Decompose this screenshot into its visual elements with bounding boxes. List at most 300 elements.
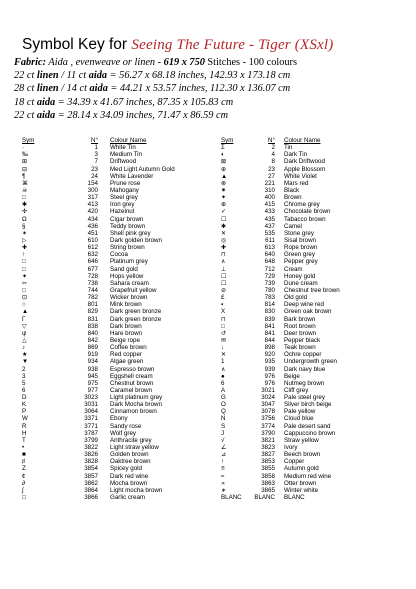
symbol-cell: 6 — [221, 379, 225, 387]
count-dims: = 34.39 x 41.67 inches, 87.35 x 105.83 cm — [55, 97, 234, 108]
colour-name-cell: Nutmeg brown — [284, 379, 325, 387]
colour-name-cell: Dark Mocha brown — [110, 401, 162, 409]
symbol-cell: □ — [22, 494, 26, 502]
symbol-cell: ∗ — [221, 486, 227, 494]
symbol-cell: ⊓ — [221, 251, 226, 259]
symbol-cell: J — [221, 429, 225, 437]
number-cell: 3790 — [261, 429, 275, 437]
symbol-cell: P — [22, 408, 27, 416]
symbol-cell: X — [221, 308, 226, 316]
number-cell: 3787 — [84, 429, 98, 437]
symbol-cell: ∧ — [221, 258, 226, 266]
number-cell: 3854 — [84, 465, 98, 473]
colour-name-cell: Dark green bronze — [110, 308, 162, 316]
colour-name-cell: Winter white — [284, 486, 319, 494]
number-cell: 535 — [264, 229, 275, 237]
count-ct: 22 ct — [14, 110, 37, 121]
number-cell: 840 — [87, 329, 98, 337]
colour-name-cell: Deep wine red — [284, 301, 324, 309]
number-cell: 977 — [87, 386, 98, 394]
symbol-cell: Σ — [221, 144, 225, 152]
symbol-cell: ↑ — [221, 458, 225, 466]
colour-name-cell: String brown — [110, 244, 145, 252]
number-cell: 310 — [264, 186, 275, 194]
title-lead: Symbol Key for — [22, 36, 128, 53]
colour-name-cell: Mink brown — [110, 301, 142, 309]
colour-name-cell: Hare brown — [110, 329, 142, 337]
number-cell: 436 — [87, 222, 98, 230]
colour-name-cell: Beech brown — [284, 451, 321, 459]
number-cell: 780 — [264, 286, 275, 294]
symbol-cell: ✕ — [221, 351, 227, 359]
colour-name-cell: Green oak brown — [284, 308, 332, 316]
number-cell: 3024 — [261, 394, 275, 402]
number-cell: 976 — [264, 372, 275, 380]
number-cell: 838 — [87, 322, 98, 330]
number-cell: 3064 — [84, 408, 98, 416]
symbol-cell: ¶ — [22, 172, 26, 180]
colour-name-cell: Pepper black — [284, 336, 321, 344]
fabric-line — [14, 57, 297, 69]
count-line-4 — [14, 110, 228, 122]
number-cell: 831 — [87, 315, 98, 323]
colour-name-cell: Mars red — [284, 179, 309, 187]
colour-name-cell: Steel grey — [110, 194, 138, 202]
symbol-cell: H — [22, 429, 27, 437]
symbol-cell: □ — [22, 258, 26, 266]
colour-name-cell: Pale steel grey — [284, 394, 325, 402]
number-cell: 829 — [87, 308, 98, 316]
symbol-cell: □ — [22, 265, 26, 273]
symbol-cell: A — [221, 386, 226, 394]
count-dims: = 44.21 x 53.57 inches, 112.30 x 136.07 cm — [107, 83, 291, 94]
symbol-cell: □ — [22, 286, 26, 294]
colour-name-cell: Pale yellow — [284, 408, 316, 416]
number-cell: 1 — [94, 144, 98, 152]
number-cell: 640 — [264, 251, 275, 259]
symbol-cell: Z — [22, 465, 26, 473]
colour-name-cell: Caramel brown — [110, 386, 152, 394]
colour-name-cell: Teddy brown — [110, 222, 146, 230]
colour-name-cell: Cliff grey — [284, 386, 309, 394]
count-line-3 — [14, 97, 233, 109]
number-cell: 744 — [87, 286, 98, 294]
number-cell: 842 — [87, 336, 98, 344]
symbol-cell: Q — [221, 408, 226, 416]
number-cell: 919 — [87, 351, 98, 359]
symbol-cell: ⊕ — [221, 201, 227, 209]
colour-name-cell: Mahogany — [110, 186, 139, 194]
colour-name-cell: Cocoa — [110, 251, 128, 259]
colour-name-cell: Chestnut tree brown — [284, 286, 340, 294]
symbol-cell: £ — [221, 294, 225, 302]
number-cell: 24 — [91, 172, 98, 180]
colour-name-cell: Apple Blossom — [284, 165, 326, 173]
header-sym: Sym — [221, 137, 234, 144]
fabric-stitches: Stitches - 100 colours — [204, 57, 297, 68]
number-cell: 433 — [264, 208, 275, 216]
number-cell: 646 — [87, 258, 98, 266]
symbol-cell: Ω — [22, 215, 27, 223]
symbol-cell: ✶ — [22, 229, 28, 237]
symbol-cell: ∫ — [22, 486, 24, 494]
symbol-cell: ✷ — [221, 186, 227, 194]
number-cell: 435 — [264, 215, 275, 223]
number-cell: 3855 — [261, 465, 275, 473]
symbol-cell: BLANC — [221, 494, 242, 502]
number-cell: 413 — [87, 201, 98, 209]
colour-name-cell: Autumn gold — [284, 465, 319, 473]
symbol-cell: ✉ — [221, 336, 227, 344]
colour-name-cell: Pale desert sand — [284, 422, 331, 430]
number-cell: 728 — [87, 272, 98, 280]
symbol-cell: 2 — [22, 365, 26, 373]
number-cell: 3822 — [84, 444, 98, 452]
page-title — [22, 36, 333, 54]
number-cell: 3862 — [84, 479, 98, 487]
symbol-cell: ▽ — [22, 322, 27, 330]
colour-name-cell: White Violet — [284, 172, 317, 180]
number-cell: 3864 — [84, 486, 98, 494]
colour-name-cell: Teak brown — [284, 344, 316, 352]
number-cell: 3047 — [261, 401, 275, 409]
number-cell: 3863 — [261, 479, 275, 487]
fabric-text: Aida , evenweave or linen - — [46, 57, 164, 68]
colour-name-cell: Otter brown — [284, 479, 317, 487]
colour-name-cell: Camel — [284, 222, 302, 230]
colour-name-cell: Prune rose — [110, 179, 141, 187]
number-cell: 3853 — [261, 458, 275, 466]
fabric-label: Fabric: — [14, 57, 47, 68]
number-cell: 3021 — [261, 386, 275, 394]
number-cell: 613 — [264, 244, 275, 252]
colour-name-cell: Black — [284, 186, 300, 194]
count-dims: = 28.14 x 34.09 inches, 71.47 x 86.59 cm — [55, 110, 229, 121]
count-ct: 18 ct — [14, 97, 37, 108]
colour-name-cell: Spicey gold — [110, 465, 142, 473]
number-cell: 400 — [264, 194, 275, 202]
symbol-cell: ⊡ — [22, 294, 28, 302]
colour-name-cell: Mocha brown — [110, 479, 148, 487]
number-cell: 938 — [87, 365, 98, 373]
colour-name-cell: Dune cream — [284, 279, 318, 287]
colour-name-cell: Stone grey — [284, 229, 314, 237]
colour-name-cell: Dark navy blue — [284, 365, 326, 373]
number-cell: 451 — [87, 229, 98, 237]
number-cell: 648 — [264, 258, 275, 266]
number-cell: 3857 — [84, 472, 98, 480]
number-cell: 3866 — [84, 494, 98, 502]
colour-name-cell: Beige rope — [110, 336, 140, 344]
number-cell: 3078 — [261, 408, 275, 416]
colour-name-cell: Sisal brown — [284, 236, 316, 244]
symbol-cell: ♯ — [22, 458, 26, 466]
count-mid: / 14 ct — [58, 83, 90, 94]
symbol-cell: ✣ — [22, 208, 28, 216]
symbol-cell: ⊘ — [221, 286, 227, 294]
number-cell: 3 — [94, 151, 98, 159]
count-dims: = 56.27 x 68.18 inches, 142.93 x 173.18 cm — [107, 70, 291, 81]
colour-name-cell: Beige — [284, 372, 300, 380]
number-cell: 920 — [264, 351, 275, 359]
symbol-cell: ∂ — [22, 479, 26, 487]
number-cell: 841 — [264, 322, 275, 330]
symbol-cell: R — [22, 422, 27, 430]
colour-name-cell: Light straw yellow — [110, 444, 159, 452]
number-cell: 3774 — [261, 422, 275, 430]
count-fabric-2: aida — [89, 83, 108, 94]
symbol-cell: ⊓ — [221, 315, 226, 323]
symbol-cell: ψ — [22, 329, 27, 337]
symbol-cell: ≡ — [221, 465, 225, 473]
number-cell: 611 — [265, 236, 275, 244]
number-cell: 3827 — [261, 451, 275, 459]
symbol-cell: ⊠ — [221, 158, 227, 166]
colour-name-cell: Sand gold — [110, 265, 138, 273]
colour-name-cell: Hops yellow — [110, 272, 144, 280]
colour-name-cell: Golden brown — [110, 451, 149, 459]
symbol-cell: ✕ — [221, 229, 227, 237]
colour-name-cell: Dark brown — [110, 322, 142, 330]
symbol-cell: ✱ — [22, 201, 28, 209]
colour-name-cell: Algae green — [110, 358, 144, 366]
colour-name-cell: Ochre copper — [284, 351, 322, 359]
count-fabric: linen — [36, 70, 59, 81]
number-cell: 3821 — [261, 436, 275, 444]
colour-name-cell: Wicker brown — [110, 294, 148, 302]
symbol-cell: 6 — [22, 386, 26, 394]
symbol-cell: ▲ — [221, 172, 228, 180]
colour-name-cell: Med Light Autumn Gold — [110, 165, 175, 173]
colour-name-cell: Dark golden brown — [110, 236, 162, 244]
symbol-cell: ✚ — [221, 244, 227, 252]
number-cell: 420 — [87, 208, 98, 216]
count-ct: 28 ct — [14, 83, 37, 94]
symbol-cell: ∧ — [221, 365, 226, 373]
colour-name-cell: Cigar brown — [110, 215, 144, 223]
symbol-cell: ☐ — [221, 279, 227, 287]
symbol-cell: ☐ — [221, 272, 227, 280]
symbol-cell: ☐ — [221, 215, 227, 223]
pattern-name: Seeing The Future - Tiger (XSxl) — [131, 37, 334, 53]
fabric-size: 619 x 750 — [163, 57, 205, 68]
symbol-cell: √ — [221, 436, 225, 444]
number-cell: 677 — [87, 265, 98, 273]
number-cell: 221 — [264, 179, 275, 187]
symbol-cell: ∝ — [221, 479, 226, 487]
colour-name-cell: Grapefruit yellow — [110, 286, 157, 294]
symbol-cell: K — [22, 401, 27, 409]
colour-name-cell: Ivory — [284, 444, 298, 452]
symbol-cell: ¢ — [22, 472, 26, 480]
symbol-cell: ✂ — [22, 279, 28, 287]
symbol-cell: ★ — [22, 351, 28, 359]
number-cell: 898 — [264, 344, 275, 352]
number-cell: 2 — [271, 144, 275, 152]
symbol-cell: T — [22, 436, 26, 444]
colour-name-cell: BLANC — [284, 494, 305, 502]
symbol-cell: 3 — [22, 372, 26, 380]
symbol-cell: D — [22, 394, 27, 402]
number-cell: 3865 — [261, 486, 275, 494]
colour-name-cell: Dark green bronze — [110, 315, 162, 323]
number-cell: 27 — [268, 172, 275, 180]
number-cell: 3858 — [261, 472, 275, 480]
number-cell: 612 — [87, 244, 98, 252]
number-cell: 839 — [264, 315, 275, 323]
colour-name-cell: Bark brown — [284, 315, 316, 323]
header-num: N° — [268, 137, 275, 144]
symbol-cell: ○ — [22, 301, 26, 309]
symbol-cell: • — [22, 444, 25, 452]
colour-name-cell: Root brown — [284, 322, 316, 330]
number-cell: 7 — [94, 158, 98, 166]
symbol-cell: ☠ — [22, 186, 28, 194]
number-cell: 739 — [264, 279, 275, 287]
symbol-cell: N — [221, 415, 226, 423]
count-line-1 — [14, 70, 290, 82]
symbol-cell: ■ — [22, 451, 26, 459]
colour-name-cell: Tabacco brown — [284, 215, 326, 223]
number-cell: 4 — [271, 151, 275, 159]
colour-name-cell: Brown — [284, 194, 302, 202]
colour-name-cell: Dark Tin — [284, 151, 308, 159]
header-num: N° — [91, 137, 98, 144]
symbol-cell: ✓ — [221, 208, 227, 216]
number-cell: 939 — [264, 365, 275, 373]
colour-name-cell: Cloud blue — [284, 415, 314, 423]
number-cell: 3031 — [84, 401, 98, 409]
colour-name-cell: Espresso brown — [110, 365, 155, 373]
colour-name-cell: Chocolate brown — [284, 208, 331, 216]
number-cell: 3828 — [84, 458, 98, 466]
number-cell: 844 — [264, 336, 275, 344]
number-cell: 801 — [87, 301, 98, 309]
colour-name-cell: Oaktree brown — [110, 458, 151, 466]
number-cell: 154 — [87, 179, 98, 187]
number-cell: 632 — [87, 251, 98, 259]
count-fabric-2: aida — [88, 70, 108, 81]
number-cell: 3799 — [84, 436, 98, 444]
number-cell: 415 — [264, 201, 275, 209]
symbol-cell: ⊞ — [22, 158, 28, 166]
number-cell: 830 — [264, 308, 275, 316]
number-cell: 3756 — [261, 415, 275, 423]
symbol-cell: G — [221, 394, 226, 402]
number-cell: 782 — [87, 294, 98, 302]
colour-name-cell: Red copper — [110, 351, 142, 359]
colour-name-cell: Dark Driftwood — [284, 158, 325, 166]
count-fabric-2: aida — [36, 110, 56, 121]
header-name: Colour Name — [110, 137, 147, 144]
colour-name-cell: Shell pink grey — [110, 229, 151, 237]
number-cell: 8 — [271, 158, 275, 166]
number-cell: 317 — [87, 194, 98, 202]
number-cell: 3823 — [261, 444, 275, 452]
symbol-cell: ↑ — [22, 251, 26, 259]
header-name: Colour Name — [284, 137, 321, 144]
colour-name-cell: Undergrowth green — [284, 358, 337, 366]
colour-name-cell: Ebony — [110, 415, 128, 423]
number-cell: BLANC — [254, 494, 275, 502]
colour-name-cell: Cappuccino brown — [284, 429, 336, 437]
colour-name-cell: Cinnamon brown — [110, 408, 157, 416]
number-cell: 3023 — [84, 394, 98, 402]
colour-name-cell: Platinum grey — [110, 258, 148, 266]
number-cell: 610 — [87, 236, 98, 244]
symbol-cell: ✱ — [221, 222, 227, 230]
symbol-cell: O — [221, 401, 226, 409]
symbol-cell: § — [22, 222, 26, 230]
symbol-cell: ▷ — [22, 236, 27, 244]
symbol-cell: ↓ — [221, 344, 225, 352]
colour-name-cell: Garlic cream — [110, 494, 146, 502]
symbol-cell: ⊗ — [221, 179, 227, 187]
symbol-cell: ⊥ — [221, 265, 227, 273]
symbol-cell: ◐ — [221, 151, 225, 159]
symbol-cell: Γ — [22, 315, 26, 323]
colour-name-cell: Iron grey — [110, 201, 135, 209]
colour-name-cell: White Lavender — [110, 172, 154, 180]
colour-name-cell: Pepper grey — [284, 258, 318, 266]
symbol-cell: ● — [221, 372, 225, 380]
symbol-cell: □ — [22, 194, 26, 202]
symbol-cell: ⌘ — [22, 179, 29, 187]
symbol-cell: ‰ — [22, 151, 29, 159]
symbol-cell: ≈ — [221, 472, 225, 480]
colour-name-cell: Light platinum grey — [110, 394, 163, 402]
symbol-cell: ✦ — [221, 194, 227, 202]
number-cell: 869 — [87, 344, 98, 352]
colour-name-cell: Straw yellow — [284, 436, 319, 444]
symbol-cell: 1 — [221, 358, 225, 366]
colour-name-cell: Light mocha brown — [110, 486, 163, 494]
symbol-cell: △ — [22, 336, 27, 344]
number-cell: 841 — [264, 329, 275, 337]
symbol-cell: ✚ — [22, 244, 28, 252]
number-cell: 976 — [264, 379, 275, 387]
colour-name-cell: Deer brown — [284, 329, 316, 337]
number-cell: 3826 — [84, 451, 98, 459]
symbol-cell: ♪ — [22, 344, 26, 352]
colour-name-cell: Chrome grey — [284, 201, 320, 209]
number-cell: 437 — [264, 222, 275, 230]
number-cell: 783 — [264, 294, 275, 302]
colour-name-cell: White Tin — [110, 144, 136, 152]
symbol-cell: S — [221, 422, 226, 430]
colour-name-cell: Eggshell cream — [110, 372, 153, 380]
colour-name-cell: Chestnut brown — [110, 379, 154, 387]
number-cell: 300 — [87, 186, 98, 194]
number-cell: 23 — [268, 165, 275, 173]
number-cell: 712 — [264, 265, 275, 273]
number-cell: 738 — [87, 279, 98, 287]
colour-name-cell: Copper — [284, 458, 305, 466]
symbol-cell: ⊿ — [221, 451, 227, 459]
colour-name-cell: Silver birch beige — [284, 401, 332, 409]
colour-name-cell: Sandy rose — [110, 422, 142, 430]
colour-name-cell: Honey gold — [284, 272, 316, 280]
count-mid: / 11 ct — [58, 70, 89, 81]
count-fabric-2: aida — [36, 97, 56, 108]
number-cell: 729 — [264, 272, 275, 280]
colour-name-cell: Dark red wine — [110, 472, 149, 480]
number-cell: 3771 — [84, 422, 98, 430]
symbol-cell: ⊟ — [22, 165, 28, 173]
colour-name-cell: Tin — [284, 144, 293, 152]
colour-name-cell: Anthracite grey — [110, 436, 152, 444]
colour-name-cell: Medium red wine — [284, 472, 332, 480]
